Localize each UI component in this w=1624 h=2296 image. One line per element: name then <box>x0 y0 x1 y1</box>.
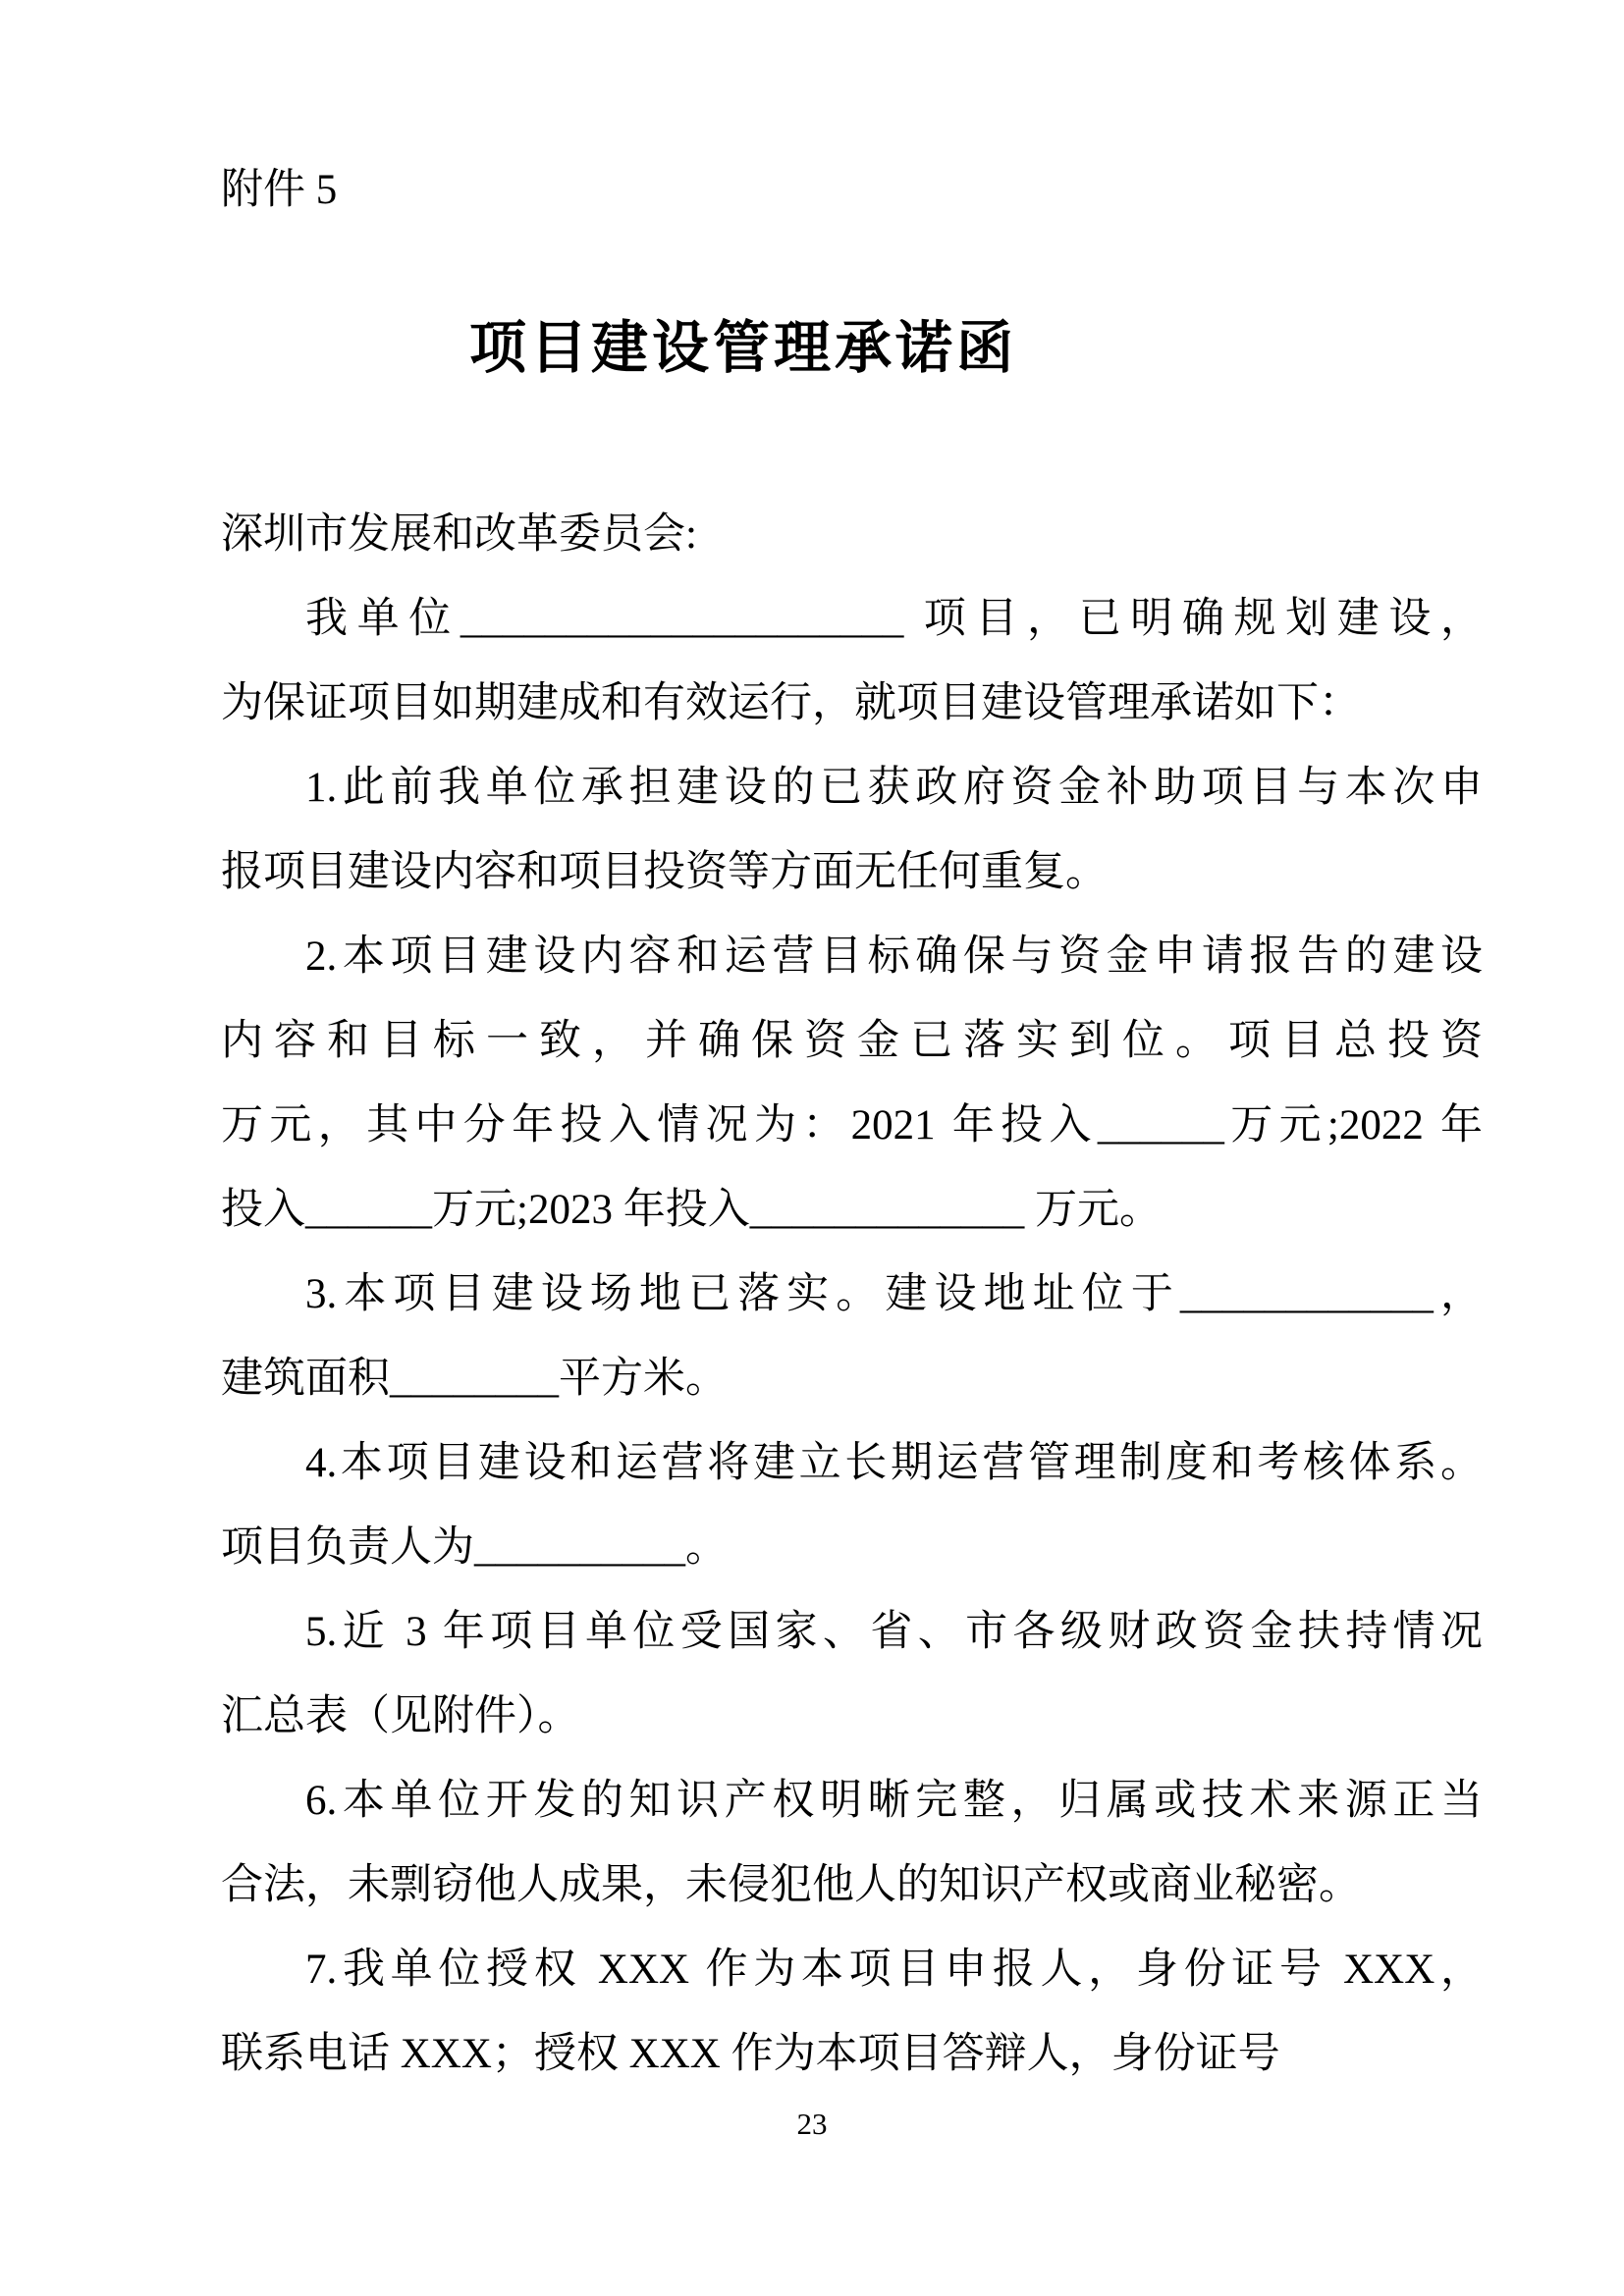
document-line: 项目负责人为__________。 <box>221 1524 728 1571</box>
document-line: 投入______万元;2023 年投入_____________ 万元。 <box>221 1187 1162 1233</box>
document-line: 建筑面积________平方米。 <box>221 1356 728 1402</box>
attachment-label: 附件 5 <box>221 167 338 213</box>
document-line: 联系电话 XXX；授权 XXX 作为本项目答辩人，身份证号 <box>221 2031 1280 2077</box>
page-title: 项目建设管理承诺函 <box>468 316 1017 380</box>
document-line: 合法，未剽窃他人成果，未侵犯他人的知识产权或商业秘密。 <box>221 1862 1361 1908</box>
document-line: 为保证项目如期建成和有效运行，就项目建设管理承诺如下： <box>221 680 1361 726</box>
document-line: 内容和目标一致，并确保资金已落实到位。项目总投资 <box>221 1018 1483 1064</box>
document-body <box>221 493 1483 2097</box>
document-line: 5.近 3 年项目单位受国家、省、市各级财政资金扶持情况 <box>305 1609 1483 1655</box>
document-line: 3.本项目建设场地已落实。建设地址位于____________， <box>305 1271 1483 1317</box>
document-line: 万元，其中分年投入情况为：2021 年投入______万元;2022 年 <box>221 1102 1483 1148</box>
page-number: 23 <box>796 2107 828 2141</box>
document-line: 报项目建设内容和项目投资等方面无任何重复。 <box>221 849 1108 895</box>
document-line: 6.本单位开发的知识产权明晰完整，归属或技术来源正当 <box>305 1778 1483 1824</box>
document-line: 1.此前我单位承担建设的已获政府资金补助项目与本次申 <box>305 765 1483 811</box>
document-line: 2.本项目建设内容和运营目标确保与资金申请报告的建设 <box>305 934 1483 980</box>
document-line: 我单位_____________________ 项目，已明确规划建设， <box>305 596 1483 642</box>
document-line: 4.本项目建设和运营将建立长期运营管理制度和考核体系。 <box>305 1440 1483 1486</box>
document-line: 汇总表（见附件）。 <box>221 1693 580 1739</box>
document-line: 深圳市发展和改革委员会: <box>221 511 697 558</box>
document-line: 7.我单位授权 XXX 作为本项目申报人，身份证号 XXX， <box>305 1947 1483 1993</box>
